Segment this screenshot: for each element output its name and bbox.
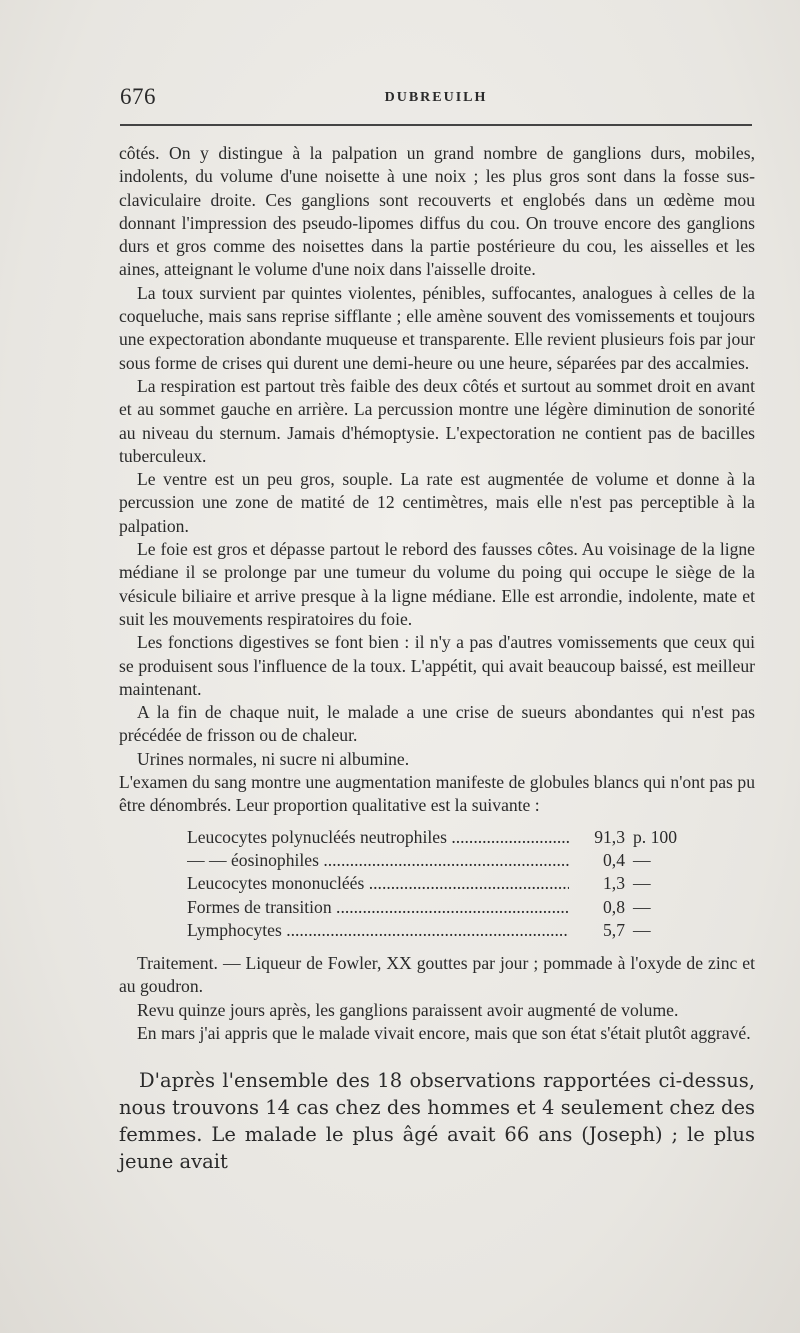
table-row: [187, 826, 687, 849]
table-unit: —: [633, 849, 651, 870]
page-header: [120, 84, 752, 112]
page-number: 676: [120, 84, 156, 109]
paragraph: Le foie est gros et dépasse partout le rebord des fausses côtes. Au voisinage de la ligne médiane il se prolonge par une tumeur du volume du poing qui occupe le siège de la vésicule biliaire et arrive presque à la ligne médiane. Elle est arrondie, indolente, mate et suit les mouvements respiratoires du foie.: [119, 539, 755, 629]
table-unit: —: [633, 919, 651, 940]
paragraph: En mars j'ai appris que le malade vivait encore, mais que son état s'était plutôt aggravé.: [137, 1022, 751, 1043]
table-row: [187, 919, 687, 942]
body-text: [119, 142, 755, 1175]
table-label: Leucocytes polynucléés neutrophiles .....: [187, 826, 569, 849]
table-value: 1,3: [603, 873, 625, 894]
paragraph: La respiration est partout très faible des deux côtés et surtout au sommet droit en avant et au sommet gauche en arrière. La percussion montre une légère diminution de sonorité au niveau du sternum. Jamais d'hémoptysie. L'expectoration ne contient pas de bacilles tuberculeux.: [119, 375, 755, 466]
spacer: [119, 942, 755, 952]
paragraph: Les fonctions digestives se font bien : il n'y a pas d'autres vomissements que ceux qui se produisent sous l'influence de la toux. L'appétit, qui avait beaucoup baissé, est meilleur maintenant.: [119, 632, 755, 699]
table-row: [187, 872, 687, 895]
header-rule: [120, 124, 752, 126]
table-value: 91,3: [594, 826, 625, 847]
table-unit: —: [633, 873, 651, 894]
paragraph: La toux survient par quintes violentes, pénibles, suffocantes, analogues à celles de la coqueluche, mais sans reprise sifflante ; elle amène souvent des vomissements et toujours une expectoration abondante muqueuse et transparente. Elle revient plusieurs fois par jour sous forme de crises qui durent une demi-heure ou une heure, séparées par des accalmies.: [119, 282, 755, 373]
table-unit: p. 100: [633, 826, 677, 847]
paragraph: Urines normales, ni sucre ni albumine.: [137, 748, 410, 769]
table-value: 5,7: [603, 919, 625, 940]
paragraph-treatment: Traitement. — Liqueur de Fowler, XX gouttes par jour ; pommade à l'oxyde de zinc et au goudron.: [119, 953, 755, 997]
table-row: [187, 896, 687, 919]
paragraph: A la fin de chaque nuit, le malade a une crise de sueurs abondantes qui n'est pas précédée de frisson ou de chaleur.: [119, 702, 755, 746]
paragraph: Revu quinze jours après, les ganglions paraissent avoir augmenté de volume.: [137, 999, 679, 1020]
summary-paragraph: D'après l'ensemble des 18 observations rapportées ci-dessus, nous trouvons 14 cas chez des hommes et 4 seulement chez des femmes. Le malade le plus âgé avait 66 ans (Joseph) ; le plus jeune avait: [119, 1069, 755, 1174]
table-label: — — éosinophiles .....: [187, 849, 569, 872]
table-unit: —: [633, 896, 651, 917]
paragraph: côtés. On y distingue à la palpation un grand nombre de ganglions durs, mobiles, indolents, du volume d'une noisette à une noix ; les plus gros sont dans la fosse sus-claviculaire droite. Ces ganglions sont recouverts et englobés dans un œdème mou donnant l'impression des pseudo-lipomes diffus du cou. On trouve encore des ganglions durs et gros comme des noisettes dans la partie postérieure du cou, les aisselles et les aines, atteignant le volume d'une noix dans l'aisselle droite.: [119, 143, 755, 280]
table-label: Leucocytes mononucléés .....: [187, 872, 569, 895]
table-label: Formes de transition .....: [187, 896, 569, 919]
table-label: Lymphocytes .....: [187, 919, 569, 942]
table-value: 0,8: [603, 896, 625, 917]
blood-count-table: [119, 826, 687, 942]
running-head: DUBREUILH: [384, 90, 488, 105]
paragraph: Le ventre est un peu gros, souple. La rate est augmentée de volume et donne à la percussion une zone de matité de 12 centimètres, mais elle n'est pas perceptible à la palpation.: [119, 469, 755, 536]
paragraph: L'examen du sang montre une augmentation manifeste de globules blancs qui n'ont pas pu être dénombrés. Leur proportion qualitative est la suivante :: [119, 772, 755, 816]
table-value: 0,4: [603, 849, 625, 870]
summary-section: [119, 1067, 755, 1175]
table-row: [187, 849, 687, 872]
